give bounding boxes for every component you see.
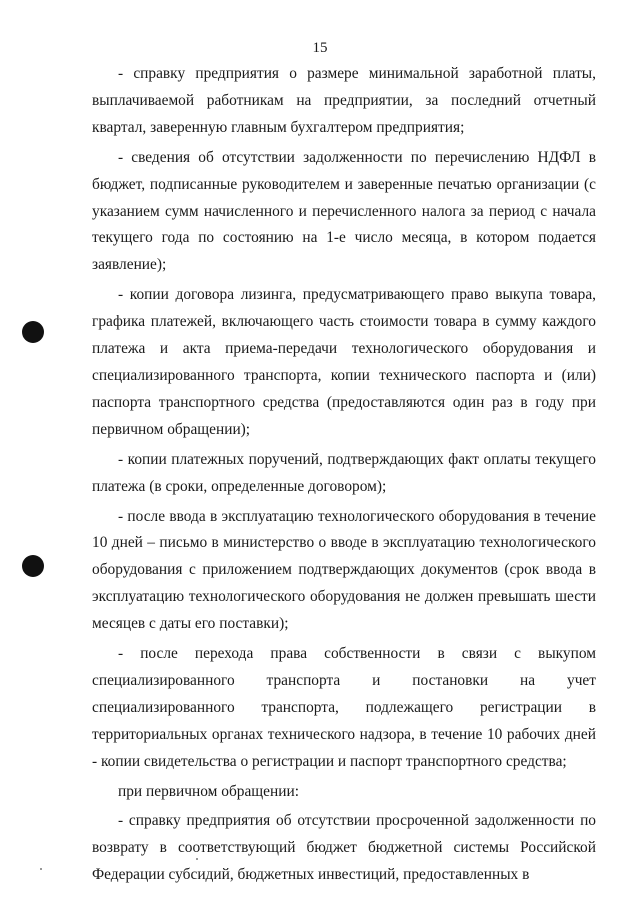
punch-hole-bottom (22, 555, 44, 577)
paragraph-ndfl-debt: - сведения об отсутствии задолженности по перечислению НДФЛ в бюджет, подписанные руководителем и заверенные печатью организации (с указанием сумм начисленного и перечисленного налога за период с начала текущего года по состоянию на 1-е число месяца, в котором подается заявление); (92, 148, 596, 274)
page-number: 15 (312, 40, 328, 56)
punch-hole-top (22, 321, 44, 343)
scan-speck (40, 868, 42, 870)
paragraph-ownership-transfer: - после перехода права собственности в связи с выкупом специализированного транспорта и постановки на учет специализированного транспорта, подлежащего регистрации в территориальных органах технического надзора, в течение 10 рабочих дней - копии свидетельства о регистрации и паспорт транспортного средства; (92, 645, 596, 770)
paragraph-salary-certificate: - справку предприятия о размере минимальной заработной платы, выплачиваемой работникам на предприятии, за последний отчетный квартал, заверенную главным бухгалтером предприятия; (92, 65, 596, 136)
body-text (92, 61, 596, 889)
paragraph-initial-request: при первичном обращении: (118, 782, 299, 800)
paragraph-payment-orders: - копии платежных поручений, подтверждающих факт оплаты текущего платежа (в сроки, определенные договором); (92, 450, 596, 495)
paragraph-leasing-contract: - копии договора лизинга, предусматривающего право выкупа товара, графика платежей, включающего часть стоимости товара в сумму каждого платежа и акта приема-передачи технологического оборудования и специализированного транспорта, копии технического паспорта и (или) паспорта транспортного средства (предоставляются один раз в году при первичном обращении); (92, 286, 596, 438)
paragraph-equipment-commissioning: - после ввода в эксплуатацию технологического оборудования в течение 10 дней – письмо в министерство о вводе в эксплуатацию технологического оборудования с приложением подтверждающих документов (срок ввода в эксплуатацию технологического оборудования не должен превышать шести месяцев с даты его поставки); (92, 507, 596, 633)
paragraph-overdue-debt: - справку предприятия об отсутствии просроченной задолженности по возврату в соответствующий бюджет бюджетной системы Российской Федерации субсидий, бюджетных инвестиций, предоставленных в (92, 812, 596, 884)
